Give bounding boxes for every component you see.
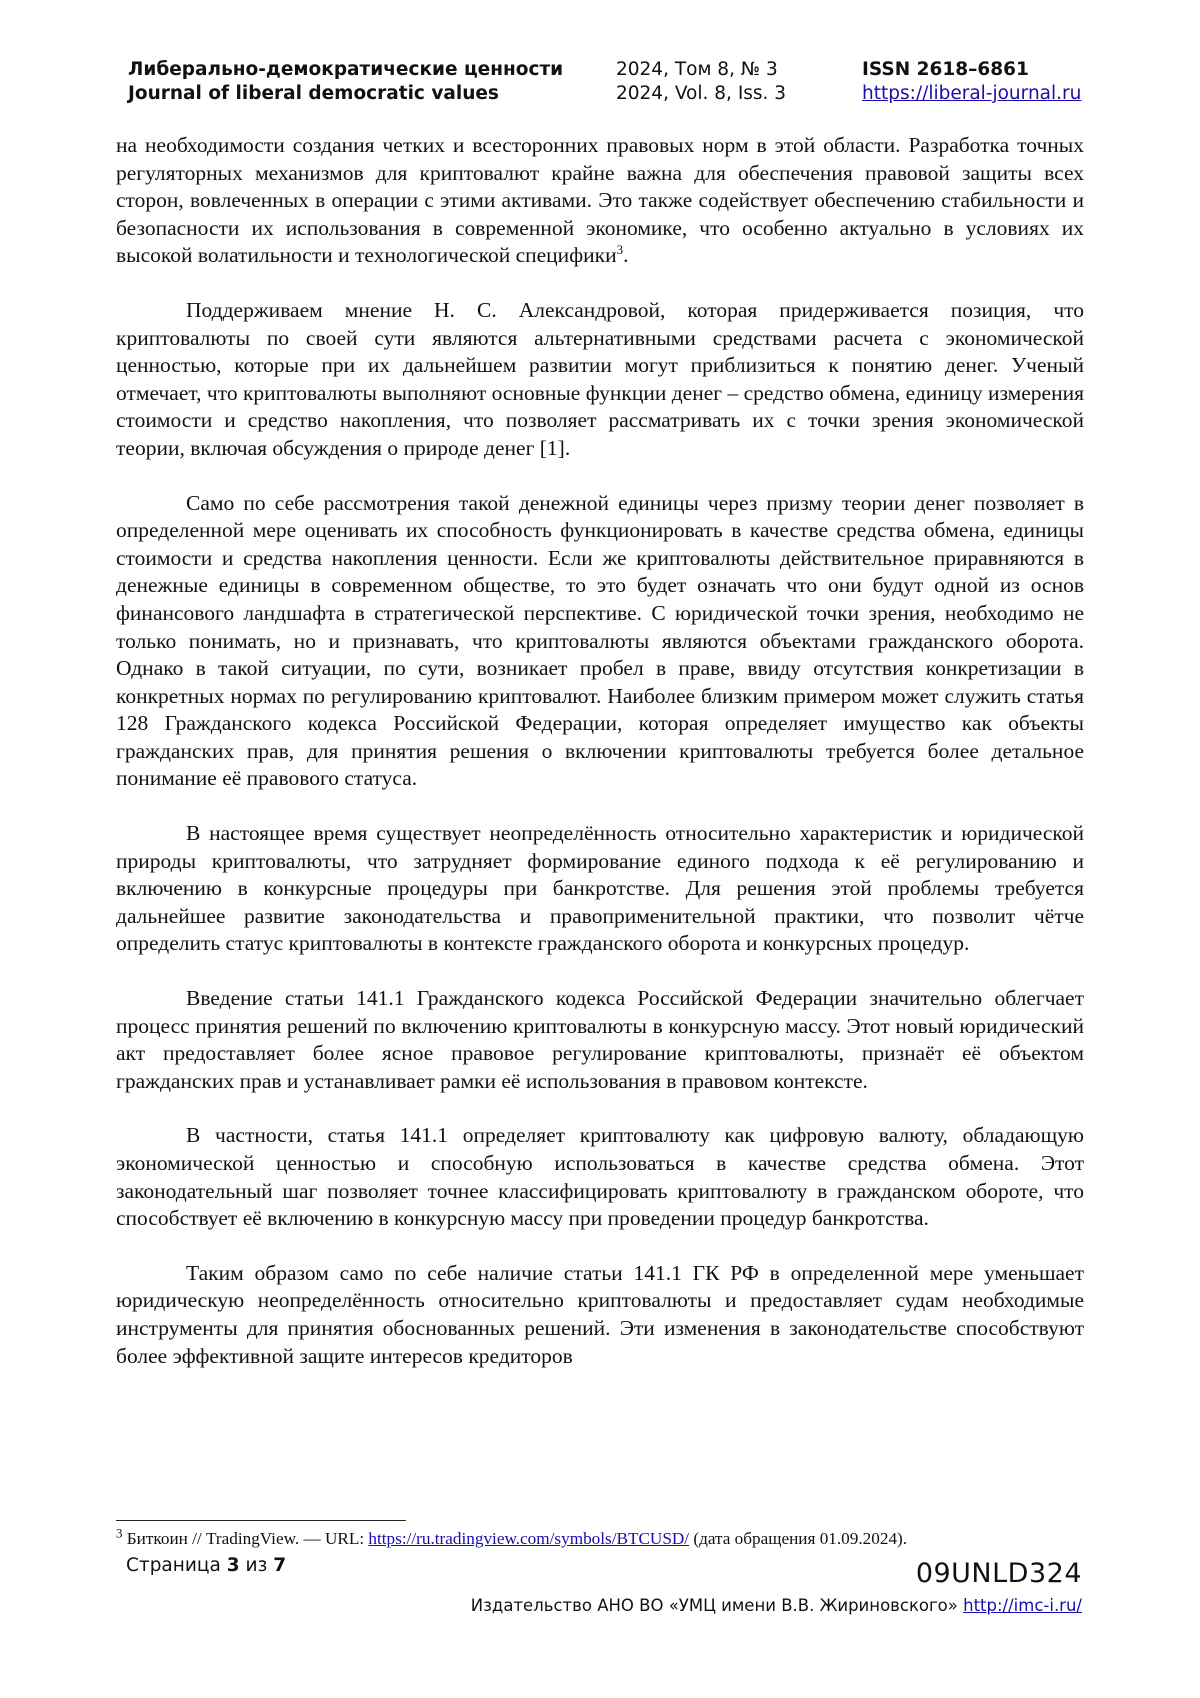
page-middle: из — [239, 1555, 274, 1576]
page-current: 3 — [226, 1555, 240, 1576]
paragraph-5: Введение статьи 141.1 Гражданского кодекса Российской Федерации значительно облегчает процесс принятия решений по включению криптовалюты в конкурсную массу. Этот новый юридический акт предоставляет более ясное правовое регулирование криптовалюты, признаёт её объектом гражданских прав и устанавливает рамки её использования в правовом контексте. — [116, 986, 1084, 1093]
footnote — [116, 1525, 1084, 1550]
paragraph-1 — [116, 132, 1084, 270]
paragraph-1-end: . — [623, 243, 629, 268]
article-code: 09UNLD324 — [915, 1558, 1082, 1589]
paragraph-1-text: на необходимости создания четких и всесторонних правовых норм в этой области. Разработка точных регуляторных механизмов для криптовалют крайне важна для обеспечения правовой защиты всех сторон, вовлеченных в операции с этими активами. Это также содействует обеспечению стабильности и безопасности их использования в современной экономике, что особенно актуально в условиях их высокой волатильности и технологической специфики — [116, 133, 1084, 268]
paragraph-7: Таким образом само по себе наличие статьи 141.1 ГК РФ в определенной мере уменьшает юридическую неопределённость относительно криптовалюты и предоставляет судам необходимые инструменты для принятия обоснованных решений. Эти изменения в законодательстве способствуют более эффективной защите интересов кредиторов — [116, 1260, 1084, 1368]
publisher-text: Издательство АНО ВО «УМЦ имени В.В. Жириновского» — [470, 1596, 964, 1615]
issue-en: 2024, Vol. 8, Iss. 3 — [616, 83, 787, 104]
footnote-link[interactable]: https://ru.tradingview.com/symbols/BTCUSD/ — [368, 1529, 690, 1548]
issn-block — [862, 58, 1081, 106]
issn: ISSN 2618–6861 — [862, 59, 1029, 80]
footnote-divider — [116, 1520, 406, 1521]
journal-title-en: Journal of liberal democratic values — [128, 83, 499, 104]
page-header — [128, 58, 1094, 110]
footnote-number: 3 — [116, 1525, 123, 1541]
page-prefix: Страница — [126, 1555, 227, 1576]
footnote-access-date: (дата обращения 01.09.2024). — [689, 1529, 908, 1548]
page-number — [126, 1555, 286, 1576]
paragraph-3: Само по себе рассмотрения такой денежной единицы через призму теории денег позволяет в определенной мере оценивать их способность функционировать в качестве средства обмена, единицы стоимости и средства накопления ценности. Если же криптовалюты действительное приравняются в денежные единицы в современном обществе, то это будет означать что они будут одной из основ финансового ландшафта в стратегической перспективе. С юридической точки зрения, необходимо не только понимать, но и признавать, что криптовалюты являются объектами гражданского оборота. Однако в такой ситуации, по сути, возникает пробел в праве, ввиду отсутствия конкретизации в конкретных нормах по регулированию криптовалют. Наиболее близким примером может служить статья 128 Гражданского кодекса Российской Федерации, которая определяет имущество как объекты гражданских прав, для принятия решения о включении криптовалюты требуется более детальное понимание её правового статуса. — [116, 490, 1084, 791]
issue-info — [616, 58, 786, 106]
article-body — [116, 132, 1084, 1397]
paragraph-6: В частности, статья 141.1 определяет криптовалюту как цифровую валюту, обладающую экономической ценностью и способную использоваться в качестве средства обмена. Этот законодательный шаг позволяет точнее классифицировать криптовалюту в гражданском обороте, что способствует её включению в конкурсную массу при проведении процедур банкротства. — [116, 1123, 1084, 1231]
issue-ru: 2024, Том 8, № 3 — [616, 59, 778, 80]
publisher-line — [471, 1596, 1082, 1615]
journal-title-ru: Либерально-демократические ценности — [128, 59, 564, 80]
paragraph-4: В настоящее время существует неопределённость относительно характеристик и юридической природы криптовалюты, что затрудняет формирование единого подхода к её регулированию и включению в конкурсные процедуры при банкротстве. Для решения этой проблемы требуется дальнейшее развитие законодательства и правоприменительной практики, что позволит чётче определить статус криптовалюты в контексте гражданского оборота и конкурсных процедур. — [116, 821, 1084, 956]
footnote-ref[interactable]: 3 — [616, 242, 624, 258]
journal-url-link[interactable]: https://liberal-journal.ru — [862, 83, 1082, 104]
publisher-link[interactable]: http://imc-i.ru/ — [963, 1596, 1082, 1615]
journal-title — [128, 58, 563, 106]
page-total: 7 — [273, 1555, 287, 1576]
footnote-text: Биткоин // TradingView. — URL: — [122, 1529, 369, 1548]
paragraph-2: Поддерживаем мнение Н. С. Александровой, которая придерживается позиция, что криптовалюты по своей сути являются альтернативными средствами расчета с экономической ценностью, которые при их дальнейшем развитии могут приблизиться к понятию денег. Ученый отмечает, что криптовалюты выполняют основные функции денег – средство обмена, единицу измерения стоимости и средство накопления, что позволяет рассматривать их с точки зрения экономической теории, включая обсуждения о природе денег [1]. — [116, 297, 1084, 460]
